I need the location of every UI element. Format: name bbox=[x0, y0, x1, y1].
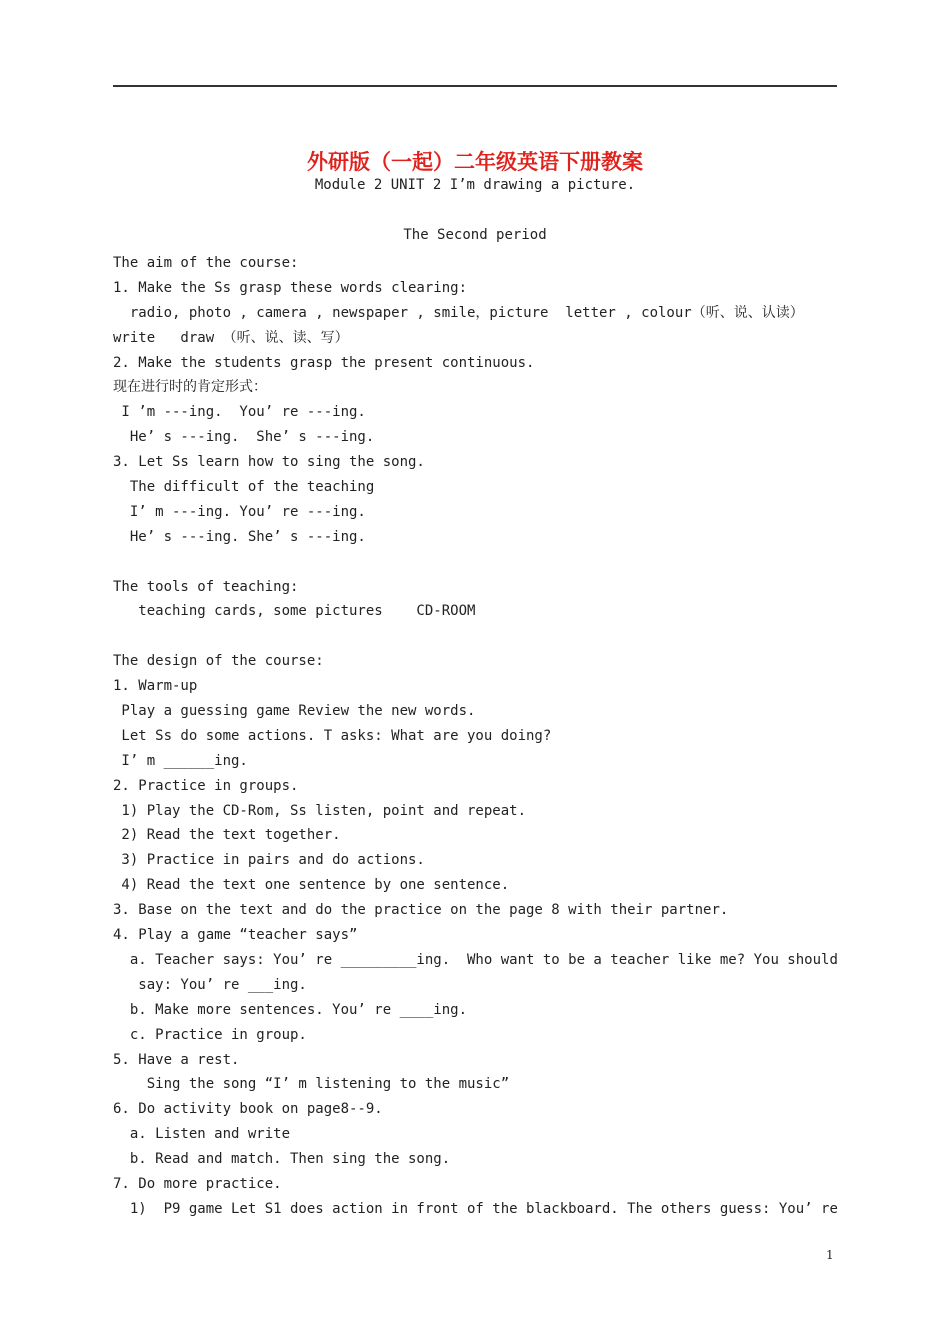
text-line: The design of the course: bbox=[113, 653, 324, 670]
text-line: b. Read and match. Then sing the song. bbox=[113, 1151, 451, 1168]
text-line: The aim of the course: bbox=[113, 255, 299, 271]
text-line bbox=[113, 550, 843, 575]
text-line: He’ s ---ing. She’ s ---ing. bbox=[113, 429, 375, 446]
text-line: 3. Base on the text and do the practice on the page 8 with their partner. bbox=[113, 902, 729, 919]
text-line: The tools of teaching: bbox=[113, 578, 299, 595]
text-line: write draw （听、说、读、写） bbox=[113, 329, 349, 346]
text-line: 2. Practice in groups. bbox=[113, 777, 299, 794]
text-line: 1) P9 game Let S1 does action in front of the blackboard. The others guess: You’ re bbox=[113, 1200, 838, 1217]
text-line bbox=[113, 624, 843, 649]
text-line: Let Ss do some actions. T asks: What are you doing? bbox=[113, 727, 552, 744]
text-line: 1. Make the Ss grasp these words clearing: bbox=[113, 279, 468, 296]
text-line: radio, photo , camera , newspaper , smile，picture letter , colour（听、说、认读） bbox=[113, 304, 804, 321]
text-line: a. Listen and write bbox=[113, 1126, 291, 1143]
text-line: I ’m ---ing. You’ re ---ing. bbox=[113, 404, 366, 421]
text-line: 3) Practice in pairs and do actions. bbox=[113, 852, 425, 869]
text-line: Sing the song “I’ m listening to the music” bbox=[113, 1076, 510, 1093]
text-line: He’ s ---ing. She’ s ---ing. bbox=[113, 528, 366, 545]
text-line: say: You’ re ___ing. bbox=[113, 976, 307, 993]
text-line: 3. Let Ss learn how to sing the song. bbox=[113, 454, 425, 471]
text-line: 4. Play a game “teacher says” bbox=[113, 927, 358, 944]
text-line: Play a guessing game Review the new words. bbox=[113, 703, 476, 720]
text-line: I’ m ---ing. You’ re ---ing. bbox=[113, 503, 366, 520]
text-line: 6. Do activity book on page8--9. bbox=[113, 1101, 383, 1118]
text-line: The difficult of the teaching bbox=[113, 479, 375, 496]
text-line: 1) Play the CD-Rom, Ss listen, point and repeat. bbox=[113, 802, 527, 819]
header-rule bbox=[113, 85, 837, 87]
text-line: b. Make more sentences. You’ re ____ing. bbox=[113, 1001, 468, 1018]
document-subtitle: Module 2 UNIT 2 I’m drawing a picture. bbox=[314, 177, 636, 193]
text-line: 7. Do more practice. bbox=[113, 1175, 282, 1192]
text-line: 现在进行时的肯定形式： bbox=[113, 379, 267, 396]
text-line: a. Teacher says: You’ re _________ing. Who want to be a teacher like me? You should bbox=[113, 951, 838, 968]
document-title: 外研版（一起）二年级英语下册教案 bbox=[307, 149, 643, 174]
text-line: c. Practice in group. bbox=[113, 1026, 307, 1043]
text-line: 1. Warm-up bbox=[113, 678, 198, 695]
lesson-plan-body bbox=[113, 251, 843, 1222]
text-line: I’ m ______ing. bbox=[113, 752, 248, 769]
period-heading: The Second period bbox=[403, 227, 547, 243]
page-number: 1 bbox=[826, 1248, 834, 1262]
text-line: 2) Read the text together. bbox=[113, 827, 341, 844]
text-line: teaching cards, some pictures CD-ROOM bbox=[113, 603, 476, 620]
text-line: 2. Make the students grasp the present continuous. bbox=[113, 354, 535, 371]
text-line: 5. Have a rest. bbox=[113, 1051, 240, 1068]
text-line: 4) Read the text one sentence by one sentence. bbox=[113, 877, 510, 894]
